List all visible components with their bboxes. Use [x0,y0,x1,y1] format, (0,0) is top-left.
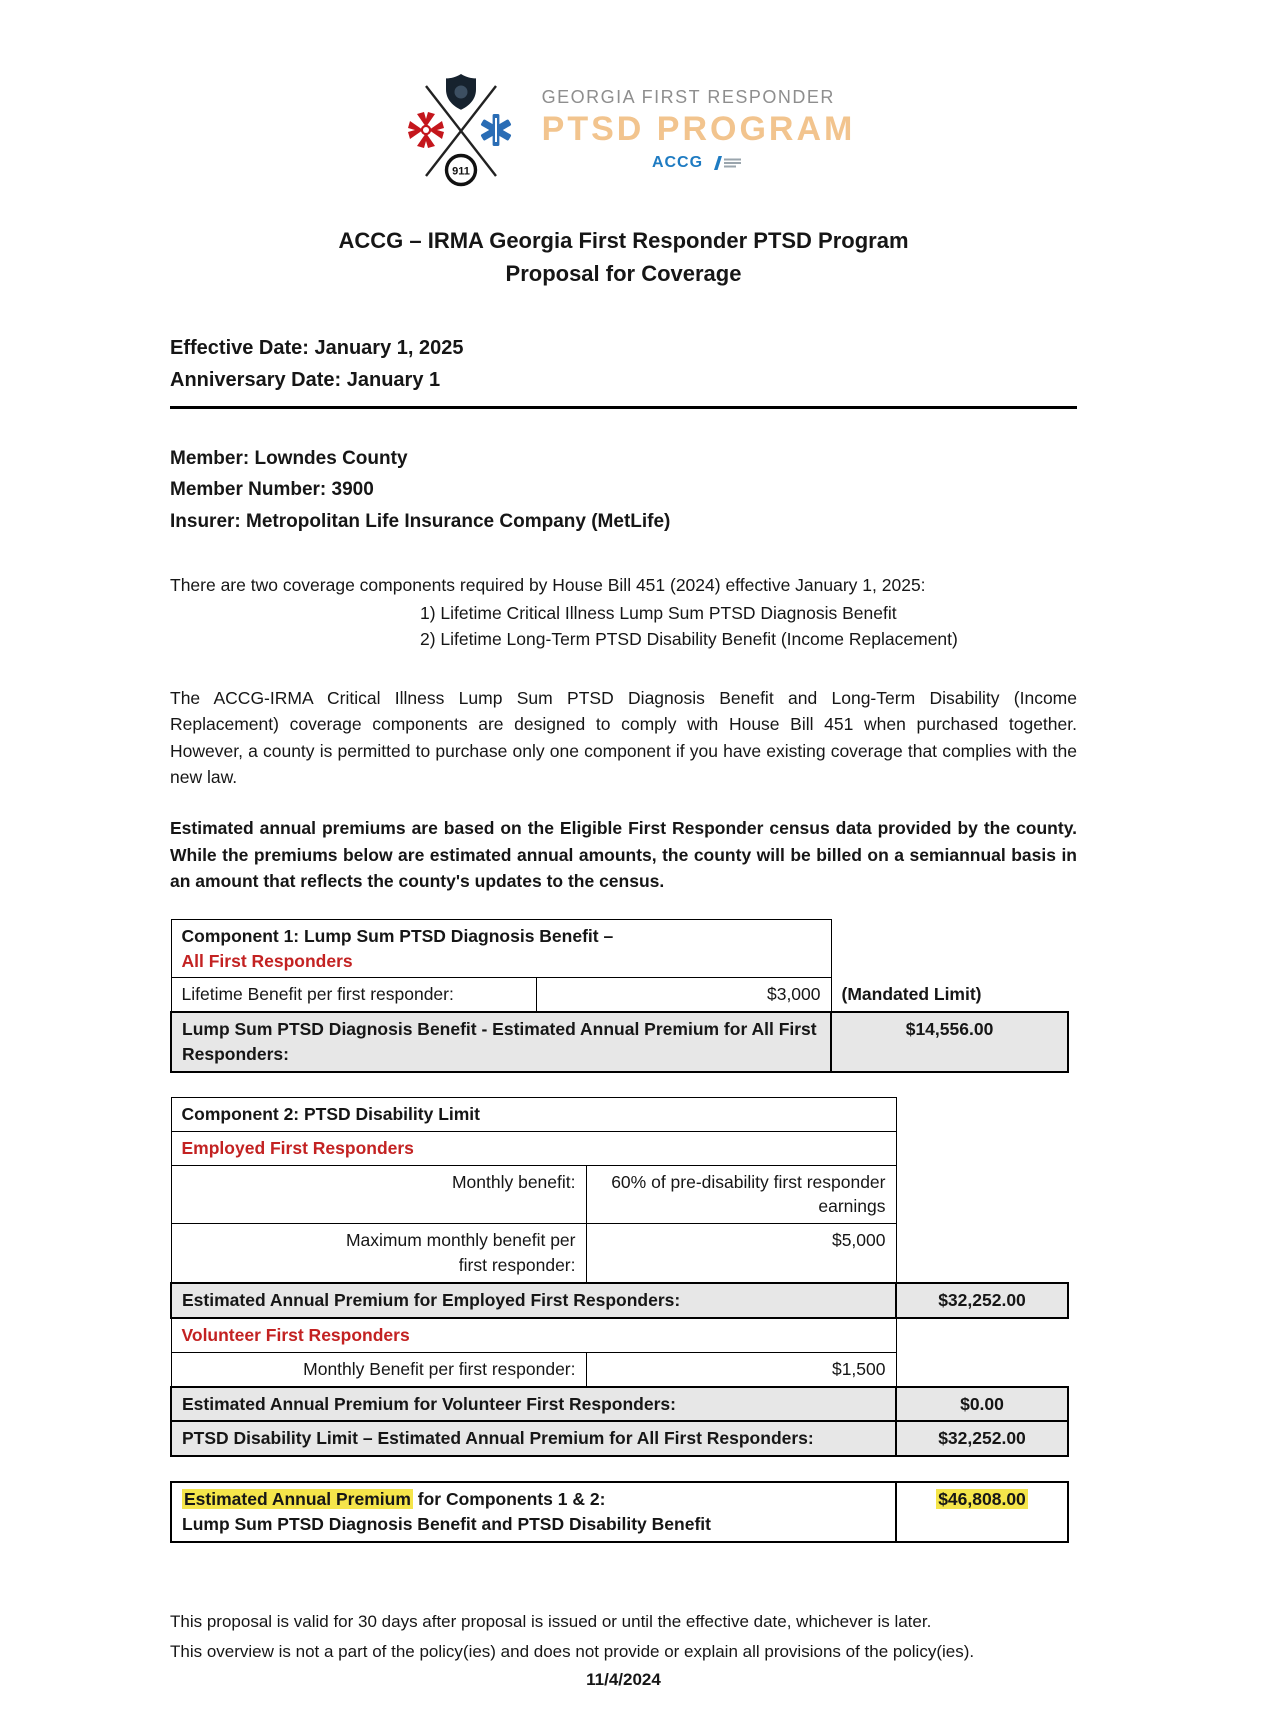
volunteer-benefit-row [171,1352,1068,1386]
volunteer-premium-row [171,1387,1068,1422]
total-premium-value: $46,808.00 [938,1489,1026,1510]
anniversary-date: Anniversary Date: January 1 [170,369,441,391]
lifetime-benefit-label: Lifetime Benefit per first responder: [171,978,536,1012]
program-logo [180,68,1077,190]
disability-total-premium-value: $32,252.00 [896,1421,1068,1456]
component1-premium-value: $14,556.00 [831,1012,1068,1072]
star-of-life-icon [480,114,511,146]
document-title [170,224,1077,290]
coverage-lead: There are two coverage components required by House Bill 451 (2024) effective January 1, 2025: [170,575,926,596]
employed-premium-label: Estimated Annual Premium for Employed First Responders: [171,1283,896,1318]
lifetime-benefit-row [171,978,1068,1012]
member-insurer: Insurer: Metropolitan Life Insurance Company (MetLife) [170,510,671,532]
total-premium-table [170,1481,1069,1543]
gma-logo-icon [709,155,745,171]
volunteer-benefit-value: $1,500 [586,1352,896,1386]
employed-header-row [171,1131,1068,1165]
first-responder-emblem-icon [402,68,520,190]
employed-premium-value: $32,252.00 [896,1283,1068,1318]
employed-premium-row [171,1283,1068,1318]
max-monthly-benefit-label [171,1224,586,1283]
brand-line-accg [652,154,745,172]
premium-basis-paragraph: Estimated annual premiums are based on the Eligible First Responder census data provided by the county. While the premiums below are estimated annual amounts, the county will be billed on a semiannual basis in an amount that reflects the county's updates to the census. [170,817,1077,892]
mandated-limit-note: (Mandated Limit) [841,983,982,1004]
component2-table [170,1097,1069,1457]
effective-date: Effective Date: January 1, 2025 [170,337,464,359]
footer-date: 11/4/2024 [586,1670,661,1690]
component1-header: Component 1: Lump Sum PTSD Diagnosis Benefit – [181,925,614,946]
total-premium-highlight: Estimated Annual Premium [184,1489,411,1510]
member-block [170,443,1077,537]
monthly-benefit-value: 60% of pre-disability first responder earnings [586,1165,896,1224]
component1-premium-row [171,1012,1068,1072]
total-premium-row [171,1482,1068,1542]
footer-line1: This proposal is valid for 30 days after proposal is issued or until the effective date, whichever is later. [170,1611,932,1631]
coverage-components-list [420,600,1077,653]
max-monthly-benefit-value: $5,000 [586,1224,896,1283]
lifetime-benefit-value: $3,000 [536,978,831,1012]
employed-header: Employed First Responders [171,1131,896,1165]
component1-table [170,919,1069,1073]
document-title-line1: ACCG – IRMA Georgia First Responder PTSD Program [338,228,909,253]
svg-text:911: 911 [451,165,470,178]
component1-header-cell [171,919,831,978]
911-badge-icon [446,156,475,185]
volunteer-premium-value: $0.00 [896,1387,1068,1422]
footer-disclaimer [170,1607,1077,1667]
volunteer-premium-label: Estimated Annual Premium for Volunteer First Responders: [171,1387,896,1422]
max-monthly-benefit-row [171,1224,1068,1283]
total-premium-label-cell [171,1482,896,1542]
accg-wordmark: ACCG [651,153,704,171]
component1-subheader: All First Responders [181,950,353,971]
total-premium-label-line2: Lump Sum PTSD Diagnosis Benefit and PTSD Disability Benefit [182,1514,711,1535]
total-premium-label-line1 [182,1487,885,1512]
coverage-component-1: 1) Lifetime Critical Illness Lump Sum PTSD Diagnosis Benefit [420,603,897,624]
dates-block [170,332,1077,396]
disability-total-premium-row [171,1421,1068,1456]
document-title-line2: Proposal for Coverage [505,261,742,286]
disability-total-premium-label: PTSD Disability Limit – Estimated Annual Premium for All First Responders: [171,1421,896,1456]
volunteer-header: Volunteer First Responders [171,1318,896,1352]
divider-rule [170,406,1077,409]
fire-cross-icon [408,112,444,148]
compliance-paragraph: The ACCG-IRMA Critical Illness Lump Sum PTSD Diagnosis Benefit and Long-Term Disability (Income Replacement) coverage components are designed to comply with House Bill 451 when purchased together. However, a county is permitted to purchase only one component if you have existing coverage that complies with the new law. [170,687,1077,788]
member-number: Member Number: 3900 [170,479,374,501]
footer-line2: This overview is not a part of the policy(ies) and does not provide or explain all provisions of the policy(ies). [170,1641,975,1661]
volunteer-benefit-label: Monthly Benefit per first responder: [171,1352,586,1386]
total-premium-label-rest: for Components 1 & 2: [412,1489,606,1510]
component2-header-row [171,1097,1068,1131]
max-monthly-benefit-label-text: Maximum monthly benefit per first responder: [345,1230,576,1276]
component2-header: Component 2: PTSD Disability Limit [171,1097,896,1131]
monthly-benefit-label: Monthly benefit: [171,1165,586,1224]
component1-premium-label: Lump Sum PTSD Diagnosis Benefit - Estimated Annual Premium for All First Responders: [171,1012,831,1072]
member-name: Member: Lowndes County [170,448,408,469]
program-wordmark [542,87,856,172]
volunteer-header-row [171,1318,1068,1352]
brand-line-georgia: GEORGIA FIRST RESPONDER [541,86,835,107]
component1-header-row [171,919,1068,978]
total-premium-value-cell [896,1482,1068,1542]
coverage-component-2: 2) Lifetime Long-Term PTSD Disability Benefit (Income Replacement) [420,629,958,650]
brand-line-ptsd-program: PTSD PROGRAM [541,109,856,148]
monthly-benefit-row [171,1165,1068,1224]
police-badge-icon [446,74,476,110]
